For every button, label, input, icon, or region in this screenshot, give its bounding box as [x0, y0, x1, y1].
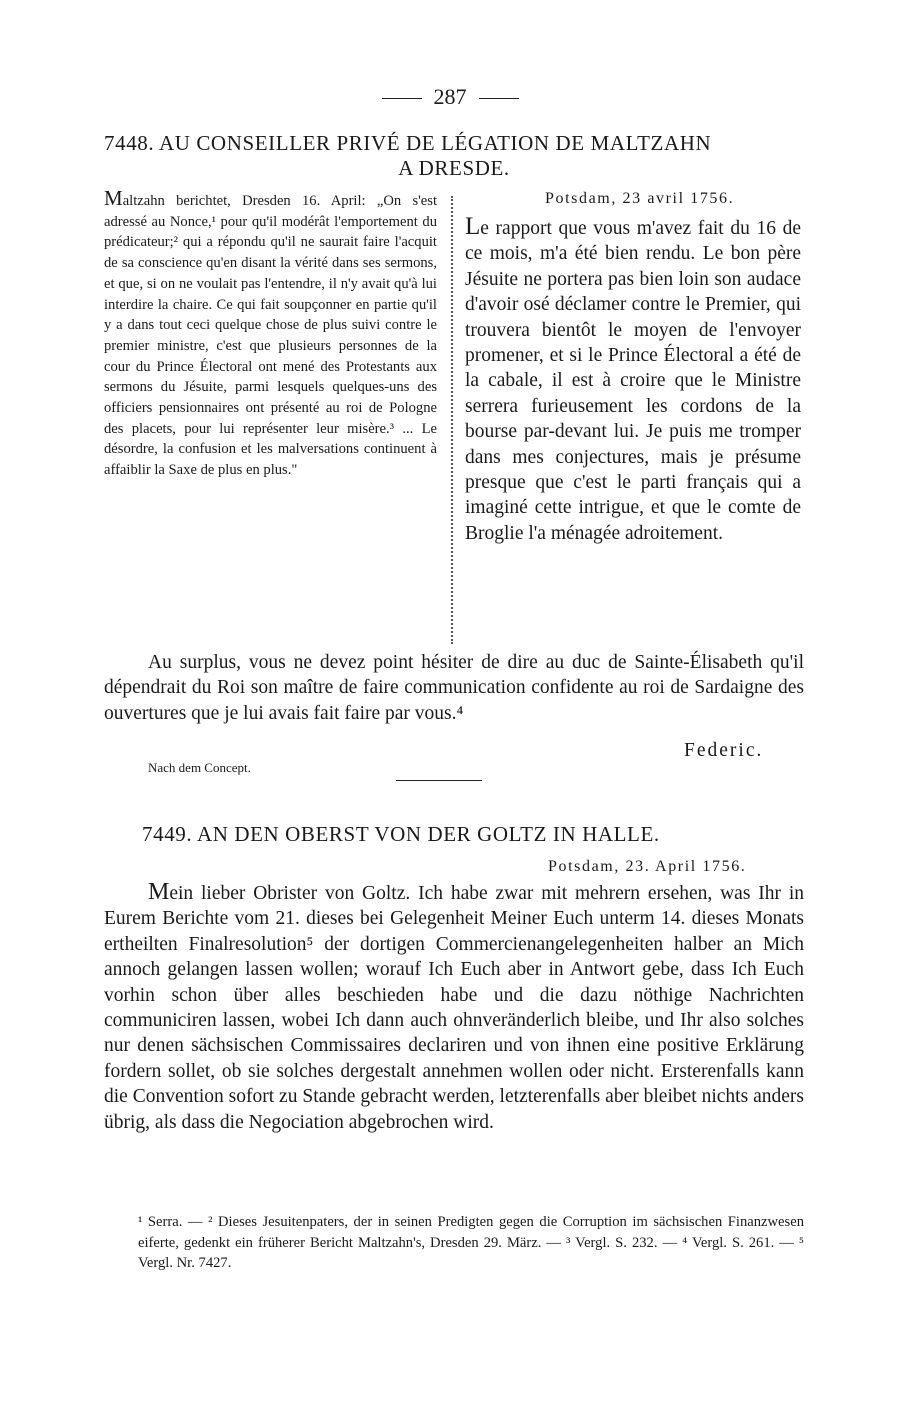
separator-rule — [396, 780, 482, 781]
letter2-date: Potsdam, 23. April 1756. — [548, 858, 747, 875]
summary-initial: M — [104, 186, 123, 210]
column-divider — [451, 196, 453, 644]
letter2-initial: M — [148, 879, 170, 905]
letter1-heading: 7448. AU CONSEILLER PRIVÉ DE LÉGATION DE MALTZAHN — [104, 131, 712, 155]
dash-right — [479, 98, 519, 99]
letter1-summary — [104, 188, 437, 481]
body-initial: L — [465, 213, 481, 240]
letter2-body — [104, 880, 804, 1135]
footnotes-text: ¹ Serra. — ² Dieses Jesuitenpaters, der in seinen Predigten gegen die Corruption im sächsischen Finanzwesen eiferte, gedenkt ein früherer Bericht Maltzahn's, Dresden 29. März. — ³ Vergl. S. 232. — ⁴ Vergl. S. 261. — ⁵ Vergl. Nr. 7427. — [138, 1214, 804, 1271]
letter1-source: Nach dem Concept. — [148, 760, 251, 775]
summary-text: altzahn berichtet, Dresden 16. April: „On s'est adressé au Nonce,¹ pour qu'il modérât l'emportement du prédicateur;² qui a répondu qu'il ne saurait faire l'acquit de sa conscience qu'en disant la vérité dans ses sermons, et que, si on ne voulait pas l'entendre, il n'y avait qu'à lui interdire la chaire. Ce qui fait soupçonner en partie qu'il y a dans tout ceci quelque chose de plus suivi contre le premier ministre, c'est que plusieurs personnes de la cour du Prince Électoral ont mené des Protestants aux sermons du Jésuite, parmi lesquels quelques-uns des officiers pensionnaires ont présenté au roi de Pologne des placets, pour lui représenter leur misère.³ ... Le désordre, la confusion et les malversations continuent à affaiblir la Saxe de plus en plus." — [104, 193, 437, 479]
page-number-line — [0, 84, 900, 110]
letter1-signature: Federic. — [684, 740, 764, 761]
letter2-heading: 7449. AN DEN OBERST VON DER GOLTZ IN HALLE. — [142, 822, 660, 846]
body-text: e rapport que vous m'avez fait du 16 de ce mois, m'a été bien rendu. Le bon père Jésuite ne portera pas bien loin son audace d'avoir osé déclamer contre le Premier, qui trouvera bientôt le moyen de l'envoyer promener, et si le Prince Électoral a été de la cabale, il est à croire que le Ministre serrera furieusement les cordons de la bourse par-devant lui. Je puis me tromper dans mes conjectures, mais je présume presque que c'est le parti français qui a imaginé cette intrigue, et que le comte de Broglie l'a ménagée adroitement. — [465, 218, 801, 544]
letter2-text: ein lieber Obrister von Goltz. Ich habe zwar mit mehrern ersehen, was Ihr in Eurem Berichte vom 21. dieses bei Gelegenheit Meiner Euch unterm 14. dieses Monats ertheilten Finalresolution⁵ der dortigen Commercienangelegenheiten halber an Mich annoch gelangen lassen wollen; worauf Ich Euch aber in Antwort gebe, dass Ich Euch vorhin schon über alles beschieden habe und die dazu nöthige Nachrichten communiciren lassen, wobei Ich dann auch ohnveränderlich bleibe, und Ihr also solches nur denen sächsischen Commissaires declariren und von ihnen eine positive Erklärung fordern sollet, ob sie solches dergestalt annehmen wollen oder nicht. Ersterenfalls kann die Convention sofort zu Stande gebracht werden, letzterenfalls aber bleibet nichts anders übrig, als dass die Negociation abgebrochen wird. — [104, 883, 804, 1133]
letter1-paragraph2: Au surplus, vous ne devez point hésiter de dire au duc de Sainte-Élisabeth qu'il dépendrait du Roi son maître de faire communication confidente au roi de Sardaigne des ouvertures que je lui avais fait faire par vous.⁴ — [104, 652, 804, 724]
letter1-heading-line2: A DRESDE. — [398, 156, 510, 180]
page-number: 287 — [433, 84, 467, 109]
letter1-body — [465, 214, 801, 546]
dash-left — [382, 98, 422, 99]
footnotes — [104, 1212, 804, 1274]
letter1-date: Potsdam, 23 avril 1756. — [545, 190, 735, 207]
